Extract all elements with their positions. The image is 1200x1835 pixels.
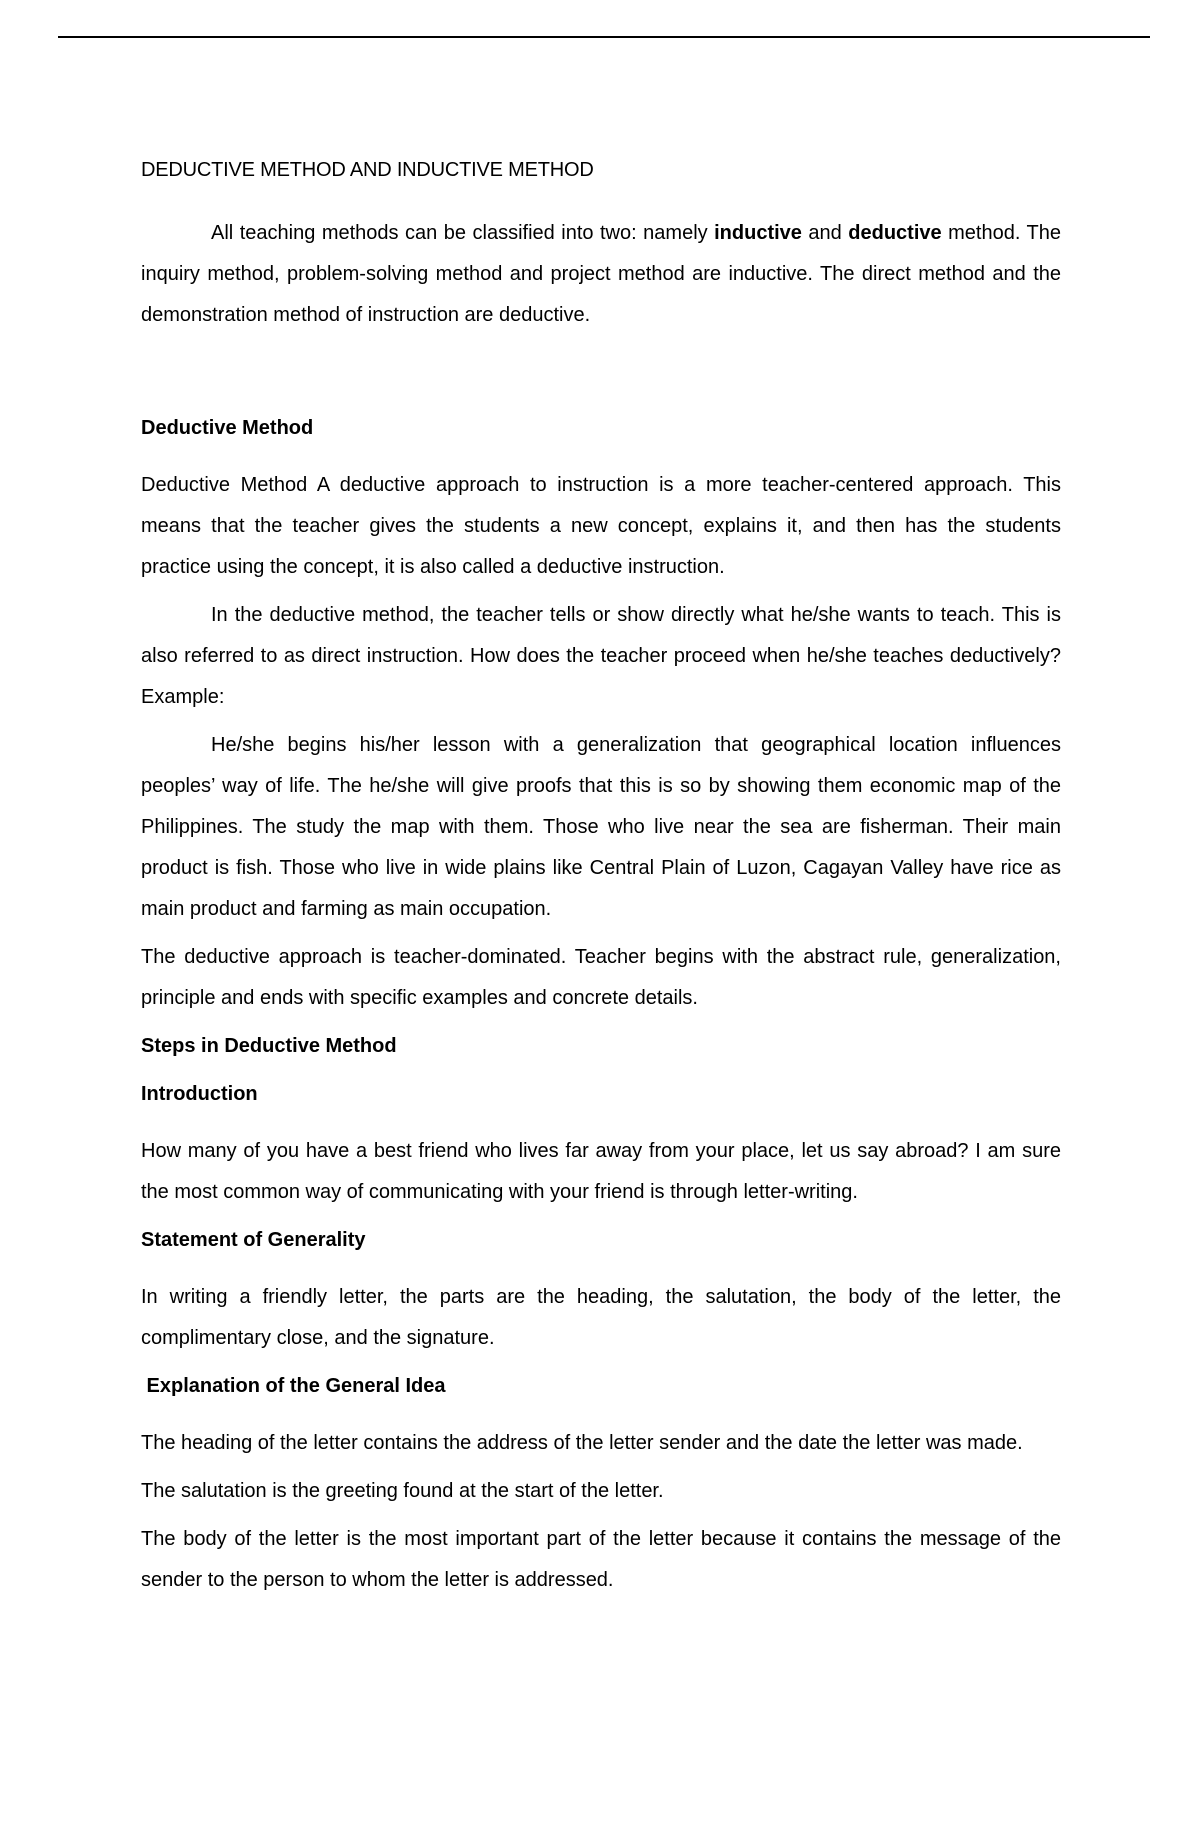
introduction-heading: Introduction [141,1083,258,1105]
statement-paragraph: In writing a friendly letter, the parts are the heading, the salutation, the body of the letter, the complimentary close, and the signature. [141,1286,1061,1349]
header-rule [58,36,1150,38]
document-body [141,150,1061,1601]
intro-text-3: method. The inquiry method, problem-solving method and project method are inductive. The direct method and the demonstration method of instruction are deductive. [141,222,1061,326]
statement-of-generality-heading: Statement of Generality [141,1229,366,1251]
introduction-paragraph: How many of you have a best friend who lives far away from your place, let us say abroad? I am sure the most common way of communicating with your friend is through letter-writing. [141,1140,1061,1203]
intro-text-1: All teaching methods can be classified into two: namely [211,222,715,244]
body-part-paragraph: The body of the letter is the most important part of the letter because it contains the message of the sender to the person to whom the letter is addressed. [141,1528,1061,1591]
intro-text-2: and [801,222,849,244]
intro-bold-inductive: inductive [714,222,802,244]
deductive-paragraph-2: In the deductive method, the teacher tells or show directly what he/she wants to teach. This is also referred to as direct instruction. How does the teacher proceed when he/she teaches deductively? Example: [141,604,1061,708]
heading-part-paragraph: The heading of the letter contains the address of the letter sender and the date the letter was made. [141,1432,1023,1454]
deductive-method-heading: Deductive Method [141,417,314,439]
intro-bold-deductive: deductive [848,222,942,244]
steps-heading: Steps in Deductive Method [141,1035,397,1057]
example-paragraph: He/she begins his/her lesson with a generalization that geographical location influences peoples’ way of life. The he/she will give proofs that this is so by showing them economic map of the Philippines. The study the map with them. Those who live near the sea are fisherman. Their main product is fish. Those who live in wide plains like Central Plain of Luzon, Cagayan Valley have rice as main product and farming as main occupation. [141,734,1061,920]
document-title: DEDUCTIVE METHOD AND INDUCTIVE METHOD [141,159,594,181]
intro-paragraph [141,213,1061,336]
approach-paragraph: The deductive approach is teacher-dominated. Teacher begins with the abstract rule, generalization, principle and ends with specific examples and concrete details. [141,946,1061,1009]
explanation-heading: Explanation of the General Idea [141,1375,446,1397]
salutation-paragraph: The salutation is the greeting found at the start of the letter. [141,1480,664,1502]
deductive-paragraph-1: Deductive Method A deductive approach to instruction is a more teacher-centered approach. This means that the teacher gives the students a new concept, explains it, and then has the students practice using the concept, it is also called a deductive instruction. [141,474,1061,578]
